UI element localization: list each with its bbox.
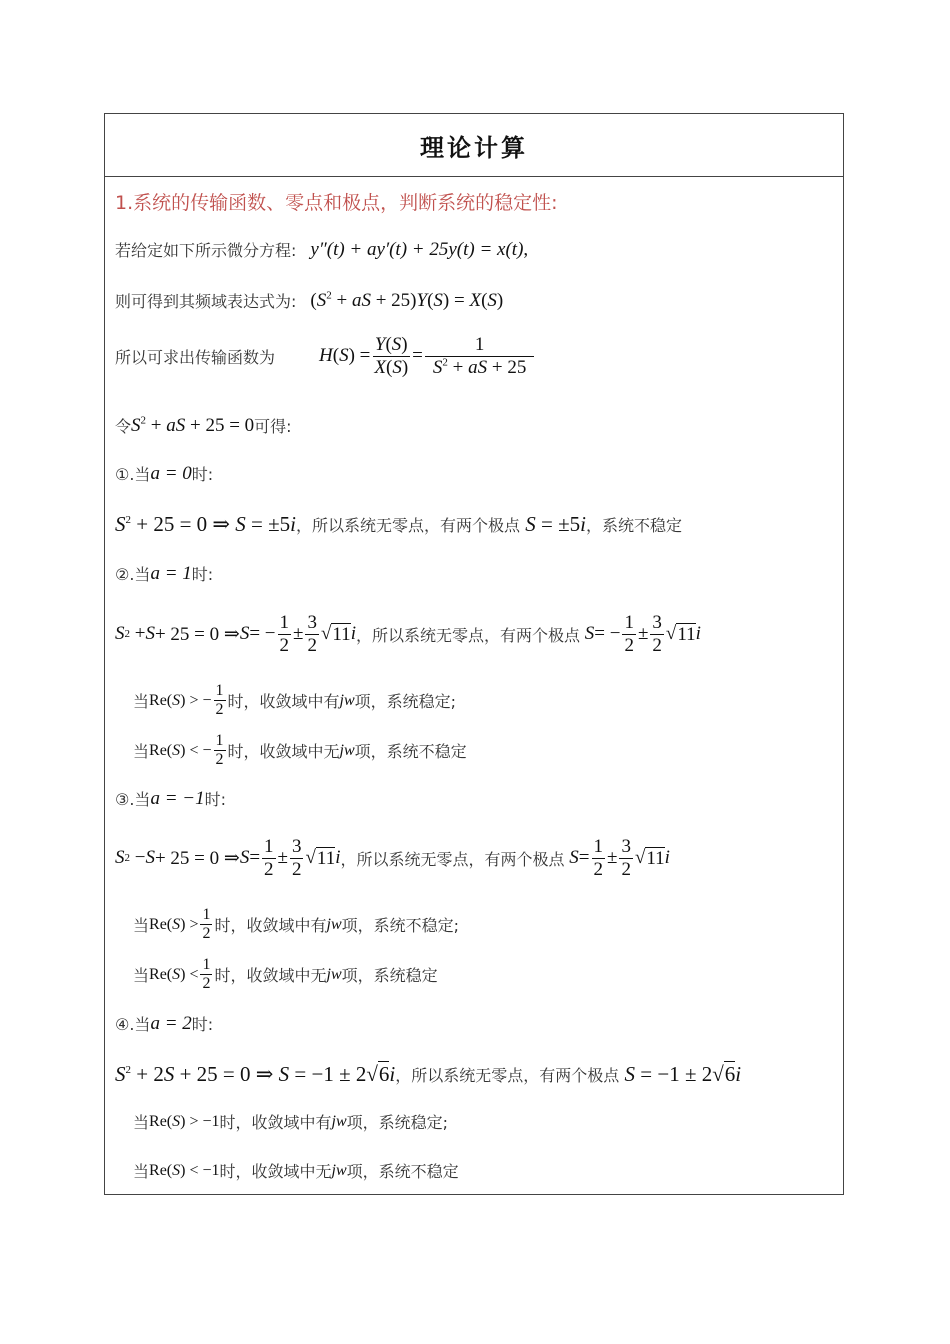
sep: ，: [355, 625, 372, 645]
case4-res1: 项，系统稳定;: [346, 1113, 449, 1132]
char-eq: $S^2$ + aS + 25 = 0: [131, 414, 255, 436]
case3-res2: 项，系统稳定: [341, 966, 438, 986]
case4-marker: ④.当: [115, 1015, 151, 1034]
let-line: [115, 414, 292, 437]
freq-eq-label: 则可得到其频域表达式为:: [115, 292, 297, 311]
case1-no-zero: 所以系统无零点，有两个极点: [312, 516, 521, 535]
case2-a: a = 1: [150, 562, 192, 584]
case4-cond2: [133, 1159, 459, 1182]
case3-shi: 时:: [204, 790, 226, 809]
jw: jw: [331, 1161, 347, 1179]
case2-shi: 时:: [191, 565, 214, 584]
case1-marker: ①.当: [115, 465, 151, 484]
when: 当: [133, 1113, 150, 1132]
sep: ，: [586, 516, 603, 535]
case3-cond2-text: 收敛域中无: [246, 966, 327, 986]
case1-poles: S = ±5i: [525, 512, 587, 536]
case3-cond2: [133, 956, 438, 994]
let-suffix: 可得:: [254, 417, 292, 436]
case3-cond1: [133, 906, 459, 944]
case4-cond1-formula: Re(S) > −1: [149, 1112, 220, 1130]
case3-formula: S 2 − S + 25 = 0 ⇒ S = $\frac{1}{2}$ ± $\frac{3}{2}$ √ 11 i: [115, 836, 341, 880]
case1-a: a = 0: [150, 462, 192, 484]
tf-formula: H ( S ) = $\frac{Y(S)}{X(S)}$ = $\frac{1}{S^2 + aS + 25}$: [319, 334, 536, 379]
when: 当: [133, 966, 150, 986]
case3-result: [115, 836, 670, 881]
sep: ，: [296, 516, 313, 535]
freq-eq-line: [115, 289, 503, 312]
diff-eq-formula: y″(t) + ay′(t) + 25y(t) = x(t): [310, 238, 524, 260]
case3-cond2-formula: Re( S ) < $\frac{1}{2}$: [149, 956, 211, 993]
case4-no-zero: 所以系统无零点，有两个极点: [411, 1066, 620, 1085]
when: 当: [133, 742, 150, 762]
case1-unstable: 系统不稳定: [602, 516, 683, 535]
case2-cond1-text: 收敛域中有: [259, 692, 340, 712]
shi2: 时，: [214, 966, 247, 986]
case4-result: [115, 1062, 741, 1087]
case4-formula: $S^2 + 2S + 25 = 0$ ⇒ S = −1 ± 2√6i: [115, 1062, 396, 1086]
case3-cond1-text: 收敛域中有: [246, 916, 327, 936]
freq-eq-formula: ($S^2$ + aS + 25)Y(S) = X(S): [310, 289, 504, 311]
case2-marker: ②.当: [115, 565, 151, 584]
case4-shi: 时:: [191, 1015, 214, 1034]
when: 当: [133, 692, 150, 712]
case1-shi: 时:: [191, 465, 214, 484]
case4-cond1-text: 收敛域中有: [251, 1113, 332, 1132]
case3-cond1-formula: Re( S ) > $\frac{1}{2}$: [149, 906, 211, 943]
jw: jw: [326, 915, 342, 933]
case3-res1: 项，系统不稳定;: [341, 916, 460, 936]
diff-eq-label: 若给定如下所示微分方程:: [115, 241, 297, 260]
case2-res2: 项，系统不稳定: [354, 742, 467, 762]
case2-cond1-formula: Re( S ) > − $\frac{1}{2}$: [149, 682, 224, 719]
case3-poles: S = $\frac{1}{2}$ ± $\frac{3}{2}$ √ 11 i: [569, 836, 670, 880]
case2-cond2: [133, 732, 467, 770]
let-prefix: 令: [115, 417, 132, 436]
when: 当: [133, 916, 150, 936]
section-heading: [115, 188, 558, 215]
case4-cond1: [133, 1110, 448, 1133]
shi2: 时，: [219, 1162, 252, 1181]
sep: ，: [340, 849, 357, 869]
case2-cond2-text: 收敛域中无: [259, 742, 340, 762]
case4-heading: [115, 1012, 213, 1035]
case4-cond2-formula: Re(S) < −1: [149, 1161, 220, 1179]
case2-cond1: [133, 682, 456, 720]
jw: jw: [339, 741, 355, 759]
case1-heading: [115, 462, 213, 485]
shi2: 时，: [214, 916, 247, 936]
case2-result: [115, 612, 701, 657]
case4-res2: 项，系统不稳定: [346, 1162, 459, 1181]
shi2: 时，: [227, 692, 260, 712]
shi2: 时，: [227, 742, 260, 762]
page-title: 理论计算: [420, 133, 528, 162]
case2-heading: [115, 562, 213, 585]
diff-eq-line: 若给定如下所示微分方程: y″(t) + ay′(t) + 25y(t) = x(t) ,: [115, 238, 529, 260]
case3-a: a = −1: [150, 787, 205, 809]
case2-no-zero: 所以系统无零点，有两个极点: [371, 625, 580, 645]
case3-heading: [115, 787, 226, 810]
tf-line: [115, 334, 536, 379]
jw: jw: [339, 691, 355, 709]
tf-label: 所以可求出传输函数为: [115, 347, 276, 367]
title-row: [105, 114, 843, 177]
case1-result: [115, 512, 682, 537]
case3-marker: ③.当: [115, 790, 151, 809]
shi2: 时，: [219, 1113, 252, 1132]
section-heading-text: 1.系统的传输函数、零点和极点，判断系统的稳定性:: [115, 192, 558, 214]
case4-a: a = 2: [150, 1012, 192, 1034]
case2-cond2-formula: Re( S ) < − $\frac{1}{2}$: [149, 732, 224, 769]
case2-res1: 项，系统稳定;: [354, 692, 457, 712]
case1-formula: $S^2 + 25 = 0$ ⇒ S = ±5i: [115, 512, 297, 536]
case4-cond2-text: 收敛域中无: [251, 1162, 332, 1181]
case3-no-zero: 所以系统无零点，有两个极点: [356, 849, 565, 869]
when: 当: [133, 1162, 150, 1181]
case2-poles: S = − $\frac{1}{2}$ ± $\frac{3}{2}$ √ 11 i: [584, 612, 701, 656]
jw: jw: [326, 965, 342, 983]
sep: ，: [395, 1066, 412, 1085]
theory-calculation-table: [104, 113, 844, 1195]
jw: jw: [331, 1112, 347, 1130]
case2-formula: S 2 + S + 25 = 0 ⇒ S = − $\frac{1}{2}$ ± $\frac{3}{2}$ √ 11 i: [115, 612, 356, 656]
case4-poles: S = −1 ± 2√6i: [624, 1062, 742, 1086]
